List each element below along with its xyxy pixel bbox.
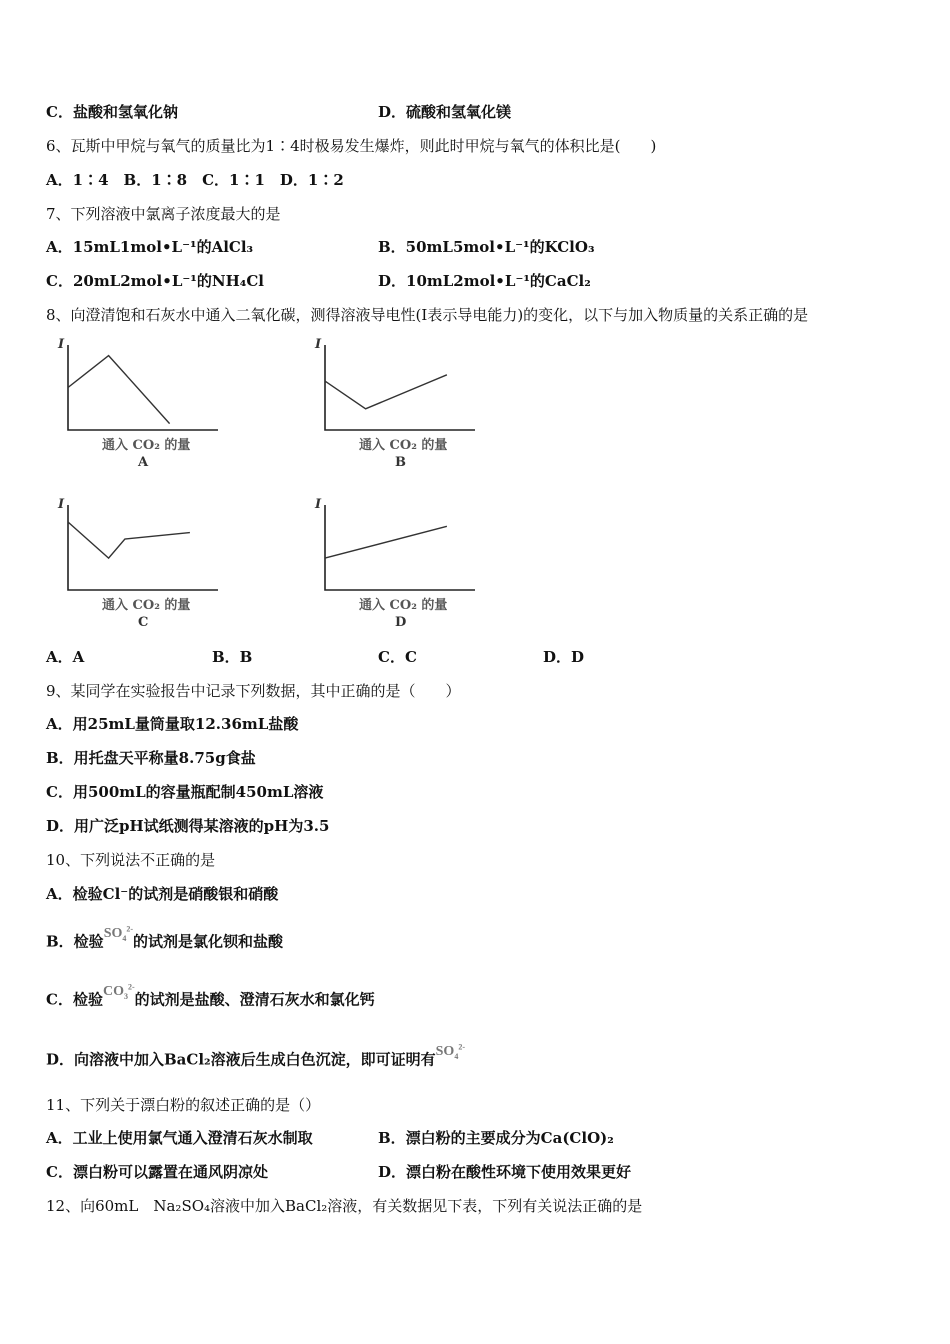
q9-option-c: C．用500mL的容量瓶配制450mL溶液 (46, 783, 324, 801)
sulfate-ion (104, 926, 133, 941)
graph-c-title: C (138, 615, 149, 630)
q11-option-c: C．漂白粉可以露置在通风阴凉处 (46, 1163, 268, 1181)
graph-a-axes (68, 345, 218, 430)
graph-c-axes (68, 505, 218, 590)
ion-symbol: SO (103, 925, 123, 941)
q9-stem: 9、某同学在实验报告中记录下列数据，其中正确的是（ ） (46, 682, 461, 700)
q11-option-a: A．工业上使用氯气通入澄清石灰水制取 (46, 1129, 313, 1147)
q9-option-d: D．用广泛pH试纸测得某溶液的pH为3.5 (46, 817, 330, 835)
q11-option-d: D．漂白粉在酸性环境下使用效果更好 (378, 1163, 632, 1181)
q12-stem: 12、向60mL Na₂SO₄溶液中加入BaCl₂溶液，有关数据见下表，下列有关说法正确的是 (46, 1197, 643, 1215)
q10-option-c-suffix: 的试剂是盐酸、澄清石灰水和氯化钙 (134, 990, 375, 1009)
q10-option-b-prefix: B．检验 (46, 932, 104, 951)
ion-charge: 2- (458, 1042, 465, 1051)
graph-d-axes (325, 505, 475, 590)
q8-stem: 8、向澄清饱和石灰水中通入二氧化碳，测得溶液导电性(I表示导电能力)的变化，以下与加入物质量的关系正确的是 (46, 306, 809, 324)
graph-a-x-label: 通入 CO₂ 的量 (102, 438, 191, 453)
ion-subscript: 3 (123, 991, 128, 1001)
ion-symbol: CO (102, 983, 124, 999)
graph-d-title: D (395, 615, 407, 630)
ion-charge: 2- (126, 924, 134, 933)
graph-c-y-label: I (58, 497, 65, 512)
graph-b-curve (325, 375, 447, 409)
graph-b-y-label: I (315, 337, 322, 352)
carbonate-ion (103, 984, 135, 999)
ion-symbol: SO (435, 1043, 455, 1059)
q7-option-a: A．15mL1mol•L⁻¹的AlCl₃ (46, 238, 254, 256)
ion-subscript: 4 (454, 1051, 459, 1061)
q8-option-d: D．D (543, 648, 585, 666)
q9-option-b: B．用托盘天平称量8.75g食盐 (46, 749, 256, 767)
graph-b-axes (325, 345, 475, 430)
graph-a-y-label: I (58, 337, 65, 352)
q7-option-d: D．10mL2mol•L⁻¹的CaCl₂ (378, 272, 591, 290)
graph-d-x-label: 通入 CO₂ 的量 (359, 598, 448, 613)
q6-options: A．1∶4 B．1∶8 C．1∶1 D．1∶2 (46, 171, 344, 189)
graph-a-title: A (138, 455, 149, 470)
q10-option-c-prefix: C．检验 (46, 990, 103, 1009)
graph-b-x-label: 通入 CO₂ 的量 (359, 438, 448, 453)
q10-option-b-suffix: 的试剂是氯化钡和盐酸 (133, 932, 284, 951)
q6-stem: 6、瓦斯中甲烷与氧气的质量比为1∶4时极易发生爆炸，则此时甲烷与氧气的体积比是( ) (46, 137, 657, 155)
sulfate-ion (436, 1044, 465, 1059)
graph-c-x-label: 通入 CO₂ 的量 (102, 598, 191, 613)
q10-option-b (46, 922, 283, 965)
q10-option-a: A．检验Cl⁻的试剂是硝酸银和硝酸 (46, 885, 279, 903)
q7-option-b: B．50mL5mol•L⁻¹的KClO₃ (378, 238, 595, 256)
q10-option-d-prefix: D．向溶液中加入BaCl₂溶液后生成白色沉淀，即可证明有 (46, 1050, 436, 1069)
q8-option-c: C．C (378, 648, 417, 666)
q7-stem: 7、下列溶液中氯离子浓度最大的是 (46, 205, 281, 223)
q5-option-c: C．盐酸和氢氧化钠 (46, 103, 178, 121)
q11-option-b: B．漂白粉的主要成分为Ca(ClO)₂ (378, 1129, 614, 1147)
ion-charge: 2- (127, 982, 135, 991)
q7-option-c: C．20mL2mol•L⁻¹的NH₄Cl (46, 272, 264, 290)
graph-d-y-label: I (315, 497, 322, 512)
q8-option-a: A．A (46, 648, 85, 666)
q10-stem: 10、下列说法不正确的是 (46, 851, 216, 869)
q8-option-b: B．B (212, 648, 253, 666)
graph-d-curve (325, 526, 447, 558)
graph-a-curve (68, 356, 170, 424)
graph-c-curve (68, 522, 190, 558)
ion-subscript: 4 (122, 933, 127, 943)
q5-option-d: D．硫酸和氢氧化镁 (378, 103, 512, 121)
q10-option-d (46, 1040, 465, 1083)
q11-stem: 11、下列关于漂白粉的叙述正确的是（） (46, 1096, 321, 1114)
q9-option-a: A．用25mL量筒量取12.36mL盐酸 (46, 715, 299, 733)
graph-b-title: B (395, 455, 406, 470)
q8-graphs (0, 330, 950, 640)
q10-option-c (46, 980, 375, 1023)
